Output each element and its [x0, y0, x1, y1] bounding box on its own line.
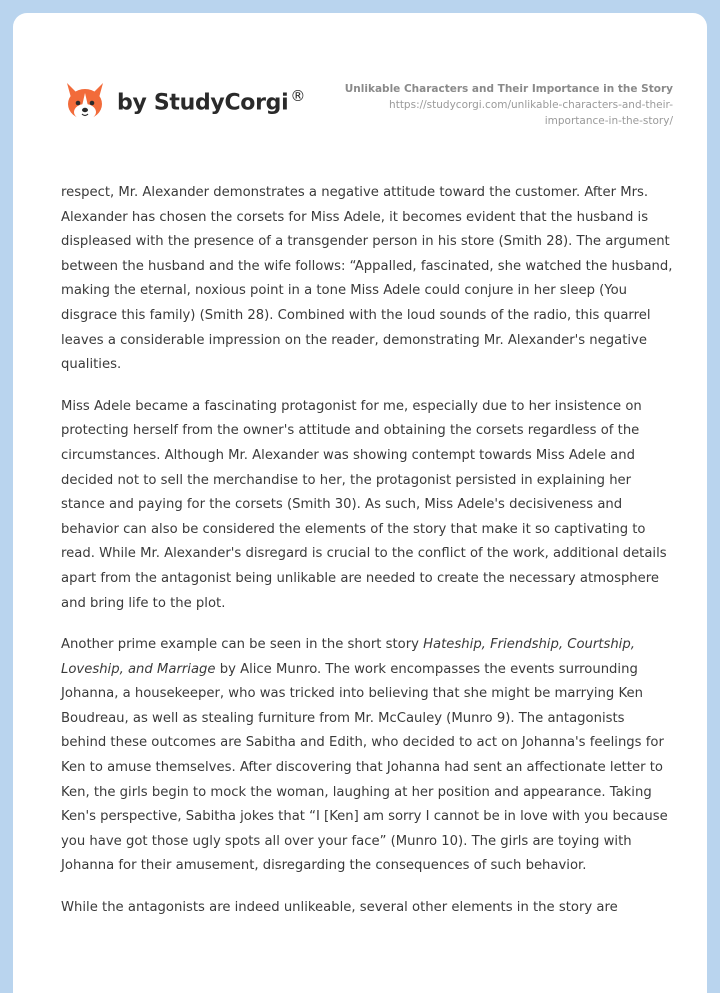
- document-url-line-1: https://studycorgi.com/unlikable-characters-and-their-: [389, 99, 673, 111]
- paragraph-3-intro: Another prime example can be seen in the short story: [61, 637, 424, 653]
- paragraph-1: respect, Mr. Alexander demonstrates a negative attitude toward the customer. After Mrs. Alexander has chosen the corsets for Miss Adele, it becomes evident that the husband is displeased with the presence of a transgender person in his store (Smith 28). The argument between the husband and the wife follows: “Appalled, fascinated, she watched the husband, making the eternal, noxious point in a tone Miss Adele could conjure in her sleep (You disgrace this family) (Smith 28). Combined with the loud sounds of the radio, this quarrel leaves a considerable impression on the reader, demonstrating Mr. Alexander's negative qualities.: [61, 185, 673, 373]
- document-header: [293, 81, 673, 129]
- corgi-icon: [63, 79, 107, 123]
- paragraph-3-rest: by Alice Munro. The work encompasses the events surrounding Johanna, a housekeeper, who was tricked into believing that she might be marrying Ken Boudreau, as well as stealing furniture from Mr. McCauley (Munro 9). The antagonists behind these outcomes are Sabitha and Edith, who decided to act on Johanna's feelings for Ken to amuse themselves. After discovering that Johanna had sent an affectionate letter to Ken, the girls begin to mock the woman, laughing at her position and appearance. Taking Ken's perspective, Sabitha jokes that “I [Ken] am sorry I cannot be in love with you because you have got those ugly spots all over your face” (Munro 10). The girls are toying with Johanna for their amusement, disregarding the consequences of such behavior.: [61, 661, 668, 874]
- paragraph-3: [61, 633, 673, 879]
- registered-mark: ®: [290, 86, 306, 105]
- document-body: [61, 181, 673, 938]
- brand-name: by StudyCorgi ®: [117, 86, 306, 116]
- document-title: Unlikable Characters and Their Importance in the Story: [344, 83, 673, 95]
- document-url[interactable]: [293, 97, 673, 129]
- paragraph-2: Miss Adele became a fascinating protagonist for me, especially due to her insistence on protecting herself from the owner's attitude and obtaining the corsets regardless of the circumstances. Although Mr. Alexander was showing contempt towards Miss Adele and decided not to sell the merchandise to her, the protagonist persisted in explaining her stance and paying for the corsets (Smith 30). As such, Miss Adele's decisiveness and behavior can also be considered the elements of the story that make it so captivating to read. While Mr. Alexander's disregard is crucial to the conflict of the work, additional details apart from the antagonist being unlikable are needed to create the necessary atmosphere and bring life to the plot.: [61, 398, 667, 611]
- document-url-line-2: importance-in-the-story/: [544, 115, 673, 127]
- paragraph-4: While the antagonists are indeed unlikeable, several other elements in the story are: [61, 900, 618, 916]
- studycorgi-logo[interactable]: [63, 79, 305, 123]
- story-title: Hateship, Friendship, Courtship, Loveship, and Marriage: [61, 637, 635, 677]
- document-page: [13, 13, 707, 993]
